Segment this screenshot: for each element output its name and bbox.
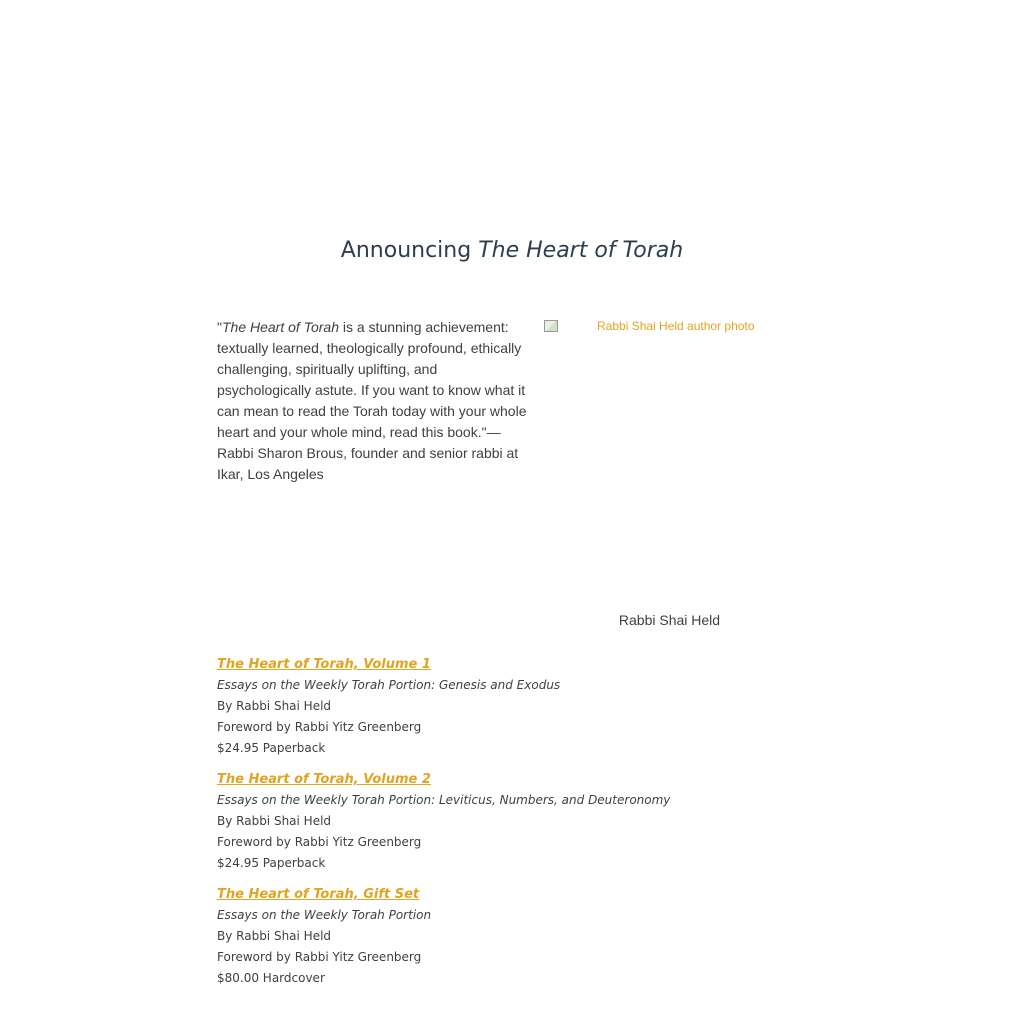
book-title-link[interactable]: The Heart of Torah, Volume 2 — [217, 772, 431, 787]
headline-book-title: The Heart of Torah — [478, 238, 684, 263]
endorsement-quote — [217, 317, 533, 485]
book-price: $24.95 Paperback — [217, 856, 326, 870]
author-photo-caption: Rabbi Shai Held — [618, 612, 721, 628]
book-item-volume-2 — [217, 769, 807, 874]
quote-book-title: The Heart of Torah — [221, 319, 339, 335]
book-title-link[interactable]: The Heart of Torah, Gift Set — [217, 887, 420, 902]
book-author: By Rabbi Shai Held — [217, 814, 332, 828]
book-price: $80.00 Hardcover — [217, 971, 325, 985]
book-author: By Rabbi Shai Held — [217, 929, 332, 943]
quote-body: is a stunning achievement: textually learned, theologically profound, ethically challenging, spiritually uplifting, and psychologically astute. If you want to know what it can mean to read the Torah today with your whole heart and your whole mind, read this book."—Rabbi Sharon Brous, founder and senior rabbi at Ikar, Los Angeles — [217, 319, 527, 482]
book-subtitle: Essays on the Weekly Torah Portion: Genesis and Exodus — [217, 678, 561, 692]
headline-prefix: Announcing — [340, 238, 479, 263]
book-author: By Rabbi Shai Held — [217, 699, 332, 713]
author-photo — [543, 318, 813, 598]
book-foreword: Foreword by Rabbi Yitz Greenberg — [217, 720, 422, 734]
quote-open-mark: " — [217, 319, 222, 335]
book-item-gift-set — [217, 884, 807, 989]
book-foreword: Foreword by Rabbi Yitz Greenberg — [217, 835, 422, 849]
book-title-link[interactable]: The Heart of Torah, Volume 1 — [217, 657, 431, 672]
book-subtitle: Essays on the Weekly Torah Portion: Leviticus, Numbers, and Deuteronomy — [217, 793, 671, 807]
author-photo-alt-text: Rabbi Shai Held author photo — [597, 319, 755, 333]
broken-image-icon — [543, 318, 559, 334]
book-price: $24.95 Paperback — [217, 741, 326, 755]
book-item-volume-1 — [217, 654, 807, 759]
book-subtitle: Essays on the Weekly Torah Portion — [217, 908, 432, 922]
page-title — [217, 236, 807, 266]
book-foreword: Foreword by Rabbi Yitz Greenberg — [217, 950, 422, 964]
book-list — [217, 654, 807, 999]
